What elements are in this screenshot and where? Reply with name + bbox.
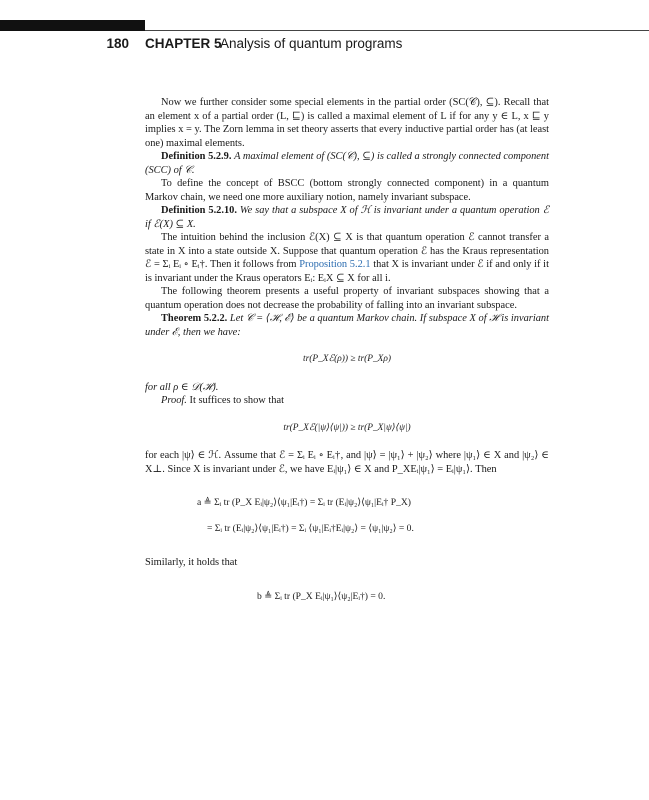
- paragraph-bscc: To define the concept of BSCC (bottom strongly connected component) in a quantum Markov chain, we need one more auxiliary notion, namely invariant subspace.: [145, 178, 549, 203]
- proof-paragraph: [145, 394, 549, 408]
- for-all-line: for all ρ ∈ 𝒟(ℋ).: [145, 381, 219, 393]
- proposition-link[interactable]: Proposition 5.2.1: [299, 259, 371, 270]
- equation-theorem: tr(P_Xℰ(ρ)) ≥ tr(P_Xρ): [302, 354, 392, 364]
- paragraph-theorem-intro: The following theorem presents a useful property of invariant subspaces showing that a quantum operation does not decrease the probability of falling into an invariant subspace.: [145, 286, 549, 311]
- definition-heading: Definition 5.2.9.: [161, 151, 232, 162]
- equation-a-line-1: a ≜ Σᵢ tr (P_X Eᵢ|ψ₂⟩⟨ψ₁|Eᵢ†) = Σᵢ tr (Eᵢ|ψ₂⟩⟨ψ₁|Eᵢ† P_X): [197, 497, 411, 508]
- header-bar: [0, 20, 145, 31]
- definition-text: We say that a subspace X of ℋ is invariant under a quantum operation ℰ if ℰ(X) ⊆ X.: [145, 205, 549, 230]
- paragraph-text: that X is invariant under ℰ if and only if it is invariant under the Kraus operators Eᵢ: EᵢX ⊆ X for all i.: [145, 259, 549, 284]
- running-header: [0, 36, 649, 56]
- main-text: [145, 96, 549, 610]
- theorem-heading: Theorem 5.2.2.: [161, 313, 228, 324]
- paragraph-assumption: for each |ψ⟩ ∈ ℋ. Assume that ℰ = Σᵢ Eᵢ ∘ Eᵢ†, and |ψ⟩ = |ψ₁⟩ + |ψ₂⟩ where |ψ₁⟩ ∈ X and |ψ₂⟩ ∈ X⊥. Since X is invariant under ℰ, we have Eᵢ|ψ₁⟩ ∈ X and P_XEᵢ|ψ₁⟩ = Eᵢ|ψ₁⟩. Then: [145, 450, 549, 475]
- equation-b-block: [145, 584, 549, 610]
- equation-a-block: [145, 490, 549, 542]
- paragraph-maximal-element: Now we further consider some special elements in the partial order (SC(𝒞), ⊆). Recall that an element x of a partial order (L, ⊑) is called a maximal element of L if for any y ∈ L, x ⊑ y implies x = y. The Zorn lemma in set theory asserts that every inductive partial order has (at least one) maximal elements.: [145, 97, 549, 149]
- definition-heading: Definition 5.2.10.: [161, 205, 237, 216]
- equation-proof-goal: tr(P_Xℰ(|ψ⟩⟨ψ|)) ≥ tr(P_X|ψ⟩⟨ψ|): [283, 422, 411, 433]
- paragraph-text: The intuition behind the inclusion ℰ(X) ⊆ X is that quantum operation ℰ cannot transfer a state in X into a state outside X. Suppose that quantum operation ℰ has the Kraus representation ℰ = Σᵢ Eᵢ ∘ Eᵢ†. Then it follows from: [145, 232, 549, 270]
- chapter-label: CHAPTER 5: [145, 36, 222, 51]
- definition-5-2-10: [145, 204, 549, 231]
- paragraph-intuition: [145, 231, 549, 285]
- chapter-title: Analysis of quantum programs: [220, 36, 403, 51]
- equation-b: b ≜ Σᵢ tr (P_X Eᵢ|ψ₁⟩⟨ψ₂|Eᵢ†) = 0.: [257, 590, 386, 602]
- proof-heading: Proof.: [161, 395, 187, 406]
- theorem-text: Let 𝒞 = ⟨ℋ, ℰ⟩ be a quantum Markov chain. If subspace X of ℋ is invariant under ℰ, then we have:: [145, 313, 549, 338]
- theorem-5-2-2: [145, 312, 549, 339]
- header-rule: [145, 30, 649, 31]
- page-number: 180: [106, 36, 129, 51]
- equation-a-line-2: = Σᵢ tr (Eᵢ|ψ₂⟩⟨ψ₁|Eᵢ†) = Σᵢ ⟨ψ₁|Eᵢ†Eᵢ|ψ₂⟩ = ⟨ψ₁|ψ₂⟩ = 0.: [207, 523, 414, 534]
- definition-5-2-9: [145, 150, 549, 177]
- definition-text: A maximal element of (SC(𝒞), ⊆) is called a strongly connected component (SCC) of 𝒞.: [145, 151, 549, 176]
- proof-text: It suffices to show that: [189, 395, 284, 406]
- similarly-line: Similarly, it holds that: [145, 557, 238, 568]
